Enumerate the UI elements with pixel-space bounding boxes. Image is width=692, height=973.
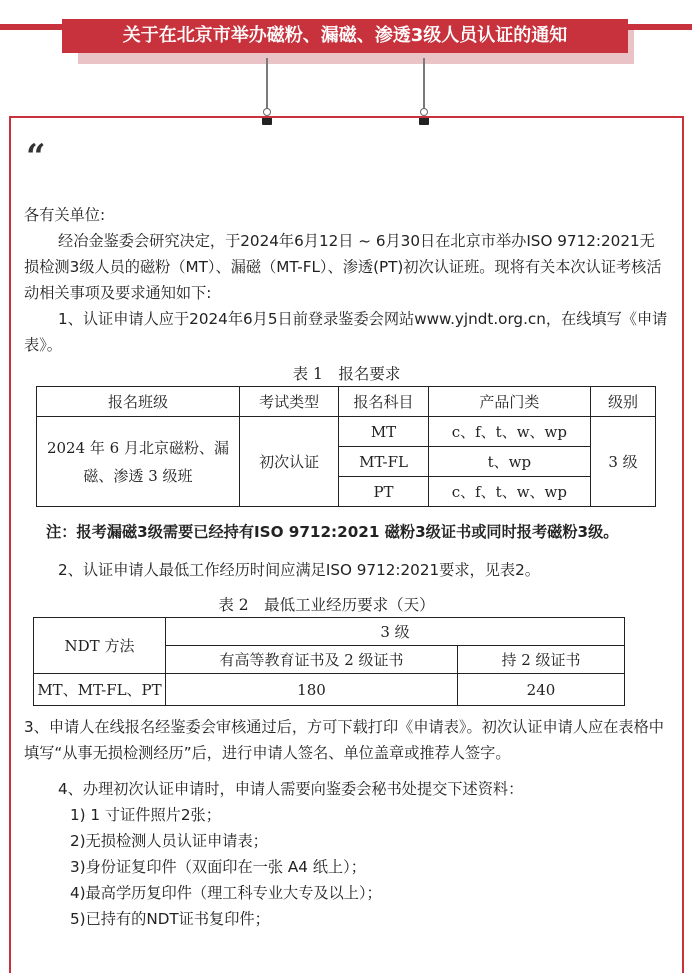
table-header: 有高等教育证书及 2 级证书 xyxy=(166,646,458,674)
list-item: 4)最高学历复印件（理工科专业大专及以上）； xyxy=(70,884,382,902)
products-cell: c、f、t、w、wp xyxy=(428,477,590,507)
table-header-row xyxy=(34,618,625,646)
list-item: 2)无损检测人员认证申请表； xyxy=(70,832,268,850)
list-item: 3)身份证复印件（双面印在一张 A4 纸上）； xyxy=(70,858,366,876)
note: 注：报考漏磁3级需要已经持有ISO 9712:2021 磁粉3级证书或同时报考磁粉3级。 xyxy=(46,523,619,541)
quote-mark-icon: “ xyxy=(26,137,46,177)
products-cell: t、wp xyxy=(428,447,590,477)
table-header: 报名科目 xyxy=(339,387,428,417)
item-1: 1、认证申请人应于2024年6月5日前登录鉴委会网站www.yjndt.org.cn，在线填写《申请表》。 xyxy=(24,310,668,354)
table-row xyxy=(37,417,656,447)
value-cell: 180 xyxy=(166,674,458,706)
experience-table xyxy=(33,617,625,706)
subject-cell: MT-FL xyxy=(339,447,428,477)
class-name-cell: 2024 年 6 月北京磁粉、漏磁、渗透 3 级班 xyxy=(37,417,240,507)
value-cell: 240 xyxy=(458,674,625,706)
table-header: 报名班级 xyxy=(37,387,240,417)
subject-cell: MT xyxy=(339,417,428,447)
registration-table xyxy=(36,386,656,507)
item-3: 3、申请人在线报名经鉴委会审核通过后，方可下载打印《申请表》。初次认证申请人应在表格中填写“从事无损检测经历”后，进行申请人签名、单位盖章或推荐人签字。 xyxy=(24,718,664,762)
table-row xyxy=(34,674,625,706)
table-header: 3 级 xyxy=(166,618,625,646)
table-header: 级别 xyxy=(591,387,656,417)
level-cell: 3 级 xyxy=(591,417,656,507)
table-header: NDT 方法 xyxy=(34,618,166,674)
method-cell: MT、MT-FL、PT xyxy=(34,674,166,706)
table-header: 产品门类 xyxy=(428,387,590,417)
intro-paragraph: 经冶金鉴委会研究决定，于2024年6月12日 ~ 6月30日在北京市举办ISO 9712:2021无损检测3级人员的磁粉（MT）、漏磁（MT-FL）、渗透(PT)初次认证班。现将有关本次认证考核活动相关事项及要求通知如下: xyxy=(24,232,662,302)
notice-body xyxy=(24,202,669,932)
list-item: 1) 1 寸证件照片2张； xyxy=(70,806,221,824)
item-2: 2、认证申请人最低工作经历时间应满足ISO 9712:2021要求，见表2。 xyxy=(58,561,540,579)
table2-caption: 表 2 最低工业经历要求（天） xyxy=(218,596,435,614)
materials-list xyxy=(24,802,669,932)
table-header: 考试类型 xyxy=(239,387,338,417)
list-item: 5)已持有的NDT证书复印件； xyxy=(70,910,270,928)
products-cell: c、f、t、w、wp xyxy=(428,417,590,447)
table-header-row xyxy=(37,387,656,417)
exam-type-cell: 初次认证 xyxy=(239,417,338,507)
salutation: 各有关单位: xyxy=(24,206,106,224)
table-header: 持 2 级证书 xyxy=(458,646,625,674)
header-bar-left xyxy=(0,24,62,30)
table1-caption: 表 1 报名要求 xyxy=(292,365,401,383)
subject-cell: PT xyxy=(339,477,428,507)
item-4: 4、办理初次认证申请时，申请人需要向鉴委会秘书处提交下述资料： xyxy=(58,780,524,798)
page-title: 关于在北京市举办磁粉、漏磁、渗透3级人员认证的通知 xyxy=(62,19,628,53)
